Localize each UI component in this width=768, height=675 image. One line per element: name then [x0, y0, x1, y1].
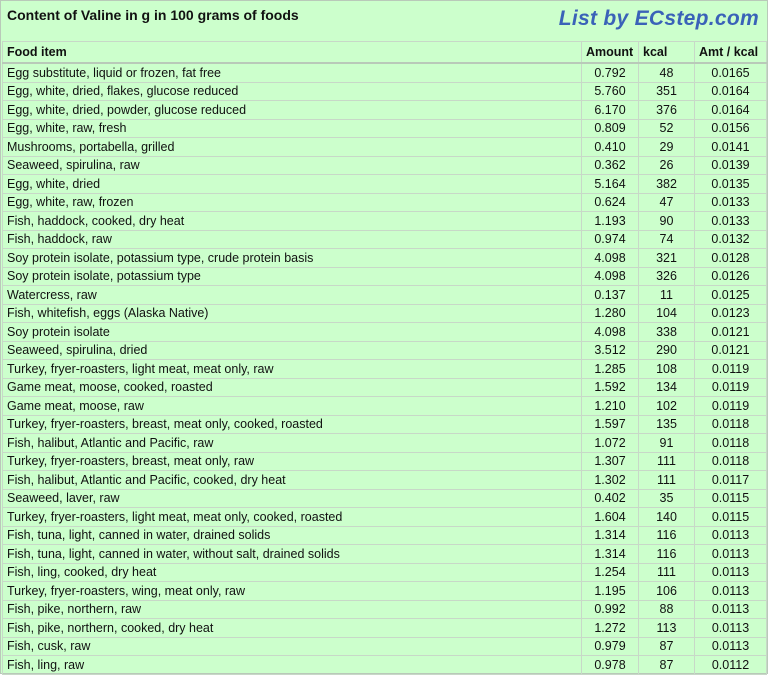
kcal-cell: 88 — [639, 600, 695, 619]
table-row — [3, 434, 767, 453]
amt-per-kcal-cell: 0.0119 — [695, 397, 767, 416]
kcal-cell: 116 — [639, 545, 695, 564]
food-item-cell: Turkey, fryer-roasters, wing, meat only, raw — [3, 582, 582, 601]
amt-per-kcal-cell: 0.0141 — [695, 138, 767, 157]
table-row — [3, 397, 767, 416]
kcal-cell: 104 — [639, 304, 695, 323]
food-item-cell: Turkey, fryer-roasters, breast, meat only, raw — [3, 452, 582, 471]
kcal-cell: 113 — [639, 619, 695, 638]
table-row — [3, 508, 767, 527]
food-item-cell: Game meat, moose, raw — [3, 397, 582, 416]
amount-cell: 1.302 — [582, 471, 639, 490]
amt-per-kcal-cell: 0.0113 — [695, 526, 767, 545]
food-item-cell: Fish, haddock, raw — [3, 230, 582, 249]
food-item-cell: Egg, white, raw, frozen — [3, 193, 582, 212]
table-row — [3, 230, 767, 249]
column-header-food-item: Food item — [3, 42, 582, 64]
kcal-cell: 134 — [639, 378, 695, 397]
table-row — [3, 545, 767, 564]
amt-per-kcal-cell: 0.0165 — [695, 63, 767, 82]
amt-per-kcal-cell: 0.0112 — [695, 656, 767, 675]
table-row — [3, 600, 767, 619]
amt-per-kcal-cell: 0.0113 — [695, 619, 767, 638]
food-item-cell: Soy protein isolate, potassium type, crude protein basis — [3, 249, 582, 268]
kcal-cell: 87 — [639, 637, 695, 656]
amt-per-kcal-cell: 0.0119 — [695, 378, 767, 397]
food-item-cell: Fish, haddock, cooked, dry heat — [3, 212, 582, 231]
table-row — [3, 267, 767, 286]
amt-per-kcal-cell: 0.0113 — [695, 600, 767, 619]
table-row — [3, 101, 767, 120]
kcal-cell: 90 — [639, 212, 695, 231]
kcal-cell: 376 — [639, 101, 695, 120]
food-item-cell: Egg, white, raw, fresh — [3, 119, 582, 138]
amount-cell: 1.307 — [582, 452, 639, 471]
amount-cell: 0.410 — [582, 138, 639, 157]
amount-cell: 4.098 — [582, 323, 639, 342]
food-item-cell: Turkey, fryer-roasters, light meat, meat only, raw — [3, 360, 582, 379]
table-row — [3, 341, 767, 360]
amt-per-kcal-cell: 0.0113 — [695, 582, 767, 601]
amt-per-kcal-cell: 0.0123 — [695, 304, 767, 323]
food-item-cell: Fish, halibut, Atlantic and Pacific, cooked, dry heat — [3, 471, 582, 490]
kcal-cell: 290 — [639, 341, 695, 360]
table-row — [3, 656, 767, 675]
food-item-cell: Soy protein isolate, potassium type — [3, 267, 582, 286]
kcal-cell: 74 — [639, 230, 695, 249]
kcal-cell: 111 — [639, 471, 695, 490]
amt-per-kcal-cell: 0.0126 — [695, 267, 767, 286]
kcal-cell: 87 — [639, 656, 695, 675]
table-row — [3, 286, 767, 305]
amount-cell: 1.597 — [582, 415, 639, 434]
amt-per-kcal-cell: 0.0115 — [695, 508, 767, 527]
brand-logo-text: List by ECstep.com — [558, 7, 759, 30]
amount-cell: 3.512 — [582, 341, 639, 360]
table-row — [3, 63, 767, 82]
kcal-cell: 35 — [639, 489, 695, 508]
amount-cell: 5.164 — [582, 175, 639, 194]
kcal-cell: 351 — [639, 82, 695, 101]
amount-cell: 0.992 — [582, 600, 639, 619]
kcal-cell: 52 — [639, 119, 695, 138]
food-item-cell: Turkey, fryer-roasters, breast, meat only, cooked, roasted — [3, 415, 582, 434]
amount-cell: 0.624 — [582, 193, 639, 212]
amount-cell: 1.280 — [582, 304, 639, 323]
amt-per-kcal-cell: 0.0128 — [695, 249, 767, 268]
amount-cell: 0.974 — [582, 230, 639, 249]
food-item-cell: Mushrooms, portabella, grilled — [3, 138, 582, 157]
column-header-kcal: kcal — [639, 42, 695, 64]
table-row — [3, 304, 767, 323]
food-item-cell: Egg, white, dried, flakes, glucose reduced — [3, 82, 582, 101]
kcal-cell: 48 — [639, 63, 695, 82]
table-row — [3, 119, 767, 138]
food-item-cell: Fish, pike, northern, raw — [3, 600, 582, 619]
amt-per-kcal-cell: 0.0119 — [695, 360, 767, 379]
food-item-cell: Seaweed, spirulina, raw — [3, 156, 582, 175]
food-item-cell: Fish, pike, northern, cooked, dry heat — [3, 619, 582, 638]
amount-cell: 6.170 — [582, 101, 639, 120]
food-item-cell: Egg, white, dried — [3, 175, 582, 194]
amt-per-kcal-cell: 0.0121 — [695, 323, 767, 342]
food-item-cell: Fish, tuna, light, canned in water, without salt, drained solids — [3, 545, 582, 564]
amount-cell: 0.362 — [582, 156, 639, 175]
amount-cell: 0.402 — [582, 489, 639, 508]
table-row — [3, 619, 767, 638]
kcal-cell: 26 — [639, 156, 695, 175]
food-item-cell: Seaweed, spirulina, dried — [3, 341, 582, 360]
page-title: Content of Valine in g in 100 grams of foods — [7, 7, 299, 23]
table-row — [3, 249, 767, 268]
kcal-cell: 91 — [639, 434, 695, 453]
kcal-cell: 338 — [639, 323, 695, 342]
food-item-cell: Soy protein isolate — [3, 323, 582, 342]
food-item-cell: Fish, ling, cooked, dry heat — [3, 563, 582, 582]
amount-cell: 1.285 — [582, 360, 639, 379]
amount-cell: 1.592 — [582, 378, 639, 397]
amount-cell: 1.254 — [582, 563, 639, 582]
kcal-cell: 106 — [639, 582, 695, 601]
amount-cell: 1.195 — [582, 582, 639, 601]
amt-per-kcal-cell: 0.0164 — [695, 82, 767, 101]
kcal-cell: 140 — [639, 508, 695, 527]
food-item-cell: Egg, white, dried, powder, glucose reduced — [3, 101, 582, 120]
amount-cell: 1.193 — [582, 212, 639, 231]
amount-cell: 0.979 — [582, 637, 639, 656]
table-row — [3, 452, 767, 471]
amount-cell: 1.210 — [582, 397, 639, 416]
amt-per-kcal-cell: 0.0113 — [695, 637, 767, 656]
food-item-cell: Turkey, fryer-roasters, light meat, meat only, cooked, roasted — [3, 508, 582, 527]
food-item-cell: Watercress, raw — [3, 286, 582, 305]
amount-cell: 1.604 — [582, 508, 639, 527]
kcal-cell: 108 — [639, 360, 695, 379]
table-row — [3, 138, 767, 157]
kcal-cell: 102 — [639, 397, 695, 416]
amount-cell: 0.137 — [582, 286, 639, 305]
table-header-row — [3, 42, 767, 64]
amount-cell: 1.314 — [582, 545, 639, 564]
food-item-cell: Game meat, moose, cooked, roasted — [3, 378, 582, 397]
table-row — [3, 526, 767, 545]
table-row — [3, 582, 767, 601]
amt-per-kcal-cell: 0.0133 — [695, 193, 767, 212]
title-bar — [1, 1, 767, 41]
table-row — [3, 471, 767, 490]
amt-per-kcal-cell: 0.0156 — [695, 119, 767, 138]
table-row — [3, 175, 767, 194]
amt-per-kcal-cell: 0.0113 — [695, 545, 767, 564]
food-item-cell: Fish, whitefish, eggs (Alaska Native) — [3, 304, 582, 323]
amt-per-kcal-cell: 0.0118 — [695, 452, 767, 471]
kcal-cell: 29 — [639, 138, 695, 157]
kcal-cell: 111 — [639, 563, 695, 582]
amt-per-kcal-cell: 0.0118 — [695, 415, 767, 434]
kcal-cell: 47 — [639, 193, 695, 212]
food-item-cell: Fish, halibut, Atlantic and Pacific, raw — [3, 434, 582, 453]
foods-table — [2, 41, 767, 675]
amt-per-kcal-cell: 0.0125 — [695, 286, 767, 305]
kcal-cell: 326 — [639, 267, 695, 286]
food-item-cell: Seaweed, laver, raw — [3, 489, 582, 508]
amount-cell: 0.792 — [582, 63, 639, 82]
amount-cell: 5.760 — [582, 82, 639, 101]
amt-per-kcal-cell: 0.0117 — [695, 471, 767, 490]
table-row — [3, 415, 767, 434]
food-item-cell: Fish, ling, raw — [3, 656, 582, 675]
table-row — [3, 489, 767, 508]
amt-per-kcal-cell: 0.0121 — [695, 341, 767, 360]
table-row — [3, 360, 767, 379]
kcal-cell: 382 — [639, 175, 695, 194]
kcal-cell: 135 — [639, 415, 695, 434]
kcal-cell: 321 — [639, 249, 695, 268]
table-row — [3, 563, 767, 582]
kcal-cell: 111 — [639, 452, 695, 471]
amt-per-kcal-cell: 0.0133 — [695, 212, 767, 231]
amt-per-kcal-cell: 0.0139 — [695, 156, 767, 175]
table-row — [3, 156, 767, 175]
amt-per-kcal-cell: 0.0115 — [695, 489, 767, 508]
amount-cell: 1.314 — [582, 526, 639, 545]
table-row — [3, 323, 767, 342]
table-row — [3, 82, 767, 101]
amount-cell: 1.072 — [582, 434, 639, 453]
table-row — [3, 212, 767, 231]
table-row — [3, 637, 767, 656]
amt-per-kcal-cell: 0.0164 — [695, 101, 767, 120]
amount-cell: 1.272 — [582, 619, 639, 638]
column-header-amt-per-kcal: Amt / kcal — [695, 42, 767, 64]
column-header-amount: Amount — [582, 42, 639, 64]
food-item-cell: Fish, cusk, raw — [3, 637, 582, 656]
amount-cell: 4.098 — [582, 249, 639, 268]
amount-cell: 0.978 — [582, 656, 639, 675]
amt-per-kcal-cell: 0.0118 — [695, 434, 767, 453]
amt-per-kcal-cell: 0.0135 — [695, 175, 767, 194]
table-row — [3, 193, 767, 212]
kcal-cell: 11 — [639, 286, 695, 305]
food-item-cell: Egg substitute, liquid or frozen, fat free — [3, 63, 582, 82]
kcal-cell: 116 — [639, 526, 695, 545]
amt-per-kcal-cell: 0.0113 — [695, 563, 767, 582]
amount-cell: 0.809 — [582, 119, 639, 138]
amount-cell: 4.098 — [582, 267, 639, 286]
table-row — [3, 378, 767, 397]
amt-per-kcal-cell: 0.0132 — [695, 230, 767, 249]
food-item-cell: Fish, tuna, light, canned in water, drained solids — [3, 526, 582, 545]
